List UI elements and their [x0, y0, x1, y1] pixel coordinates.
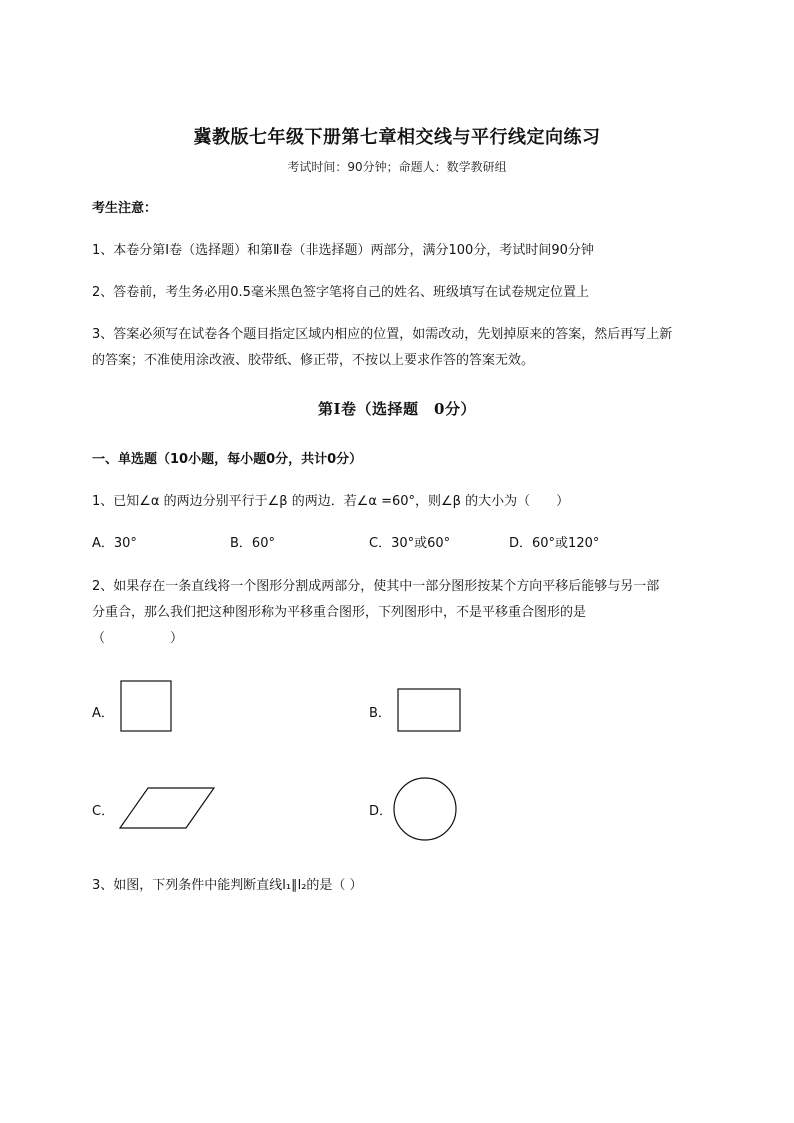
- question-1-option-d: D．60°或120°: [509, 536, 600, 551]
- notice-item-1: 1、本卷分第I卷（选择题）和第Ⅱ卷（非选择题）两部分，满分100分，考试时间90分钟: [92, 243, 594, 258]
- notice-item-3-line-2: 的答案；不准使用涂改液、胶带纸、修正带，不按以上要求作答的答案无效。: [92, 353, 535, 368]
- question-1-stem: 1、已知∠α 的两边分别平行于∠β 的两边．若∠α =60°，则∠β 的大小为（ ）: [92, 494, 570, 509]
- document-title: 冀教版七年级下册第七章相交线与平行线定向练习: [193, 127, 601, 148]
- figure-a-label: A．: [92, 706, 114, 721]
- question-2-stem-line-3: （ ）: [92, 631, 184, 646]
- square-figure: [120, 680, 174, 734]
- figure-c-label: C．: [92, 804, 115, 819]
- notice-item-3-line-1: 3、答案必须写在试卷各个题目指定区域内相应的位置，如需改动，先划掉原来的答案，然后再写上新: [92, 327, 673, 342]
- question-1-option-b: B．60°: [230, 536, 275, 551]
- question-3-stem: 3、如图，下列条件中能判断直线l₁∥l₂的是（ ）: [92, 878, 363, 893]
- question-1-option-a: A．30°: [92, 536, 137, 551]
- exam-subtitle: 考试时间：90分钟；命题人：数学教研组: [287, 160, 507, 174]
- notice-heading: 考生注意：: [92, 201, 158, 216]
- section-heading-single-choice: 一、单选题（10小题，每小题0分，共计0分）: [92, 452, 363, 467]
- question-2-stem-line-2: 分重合，那么我们把这种图形称为平移重合图形，下列图形中，不是平移重合图形的是: [92, 605, 587, 620]
- notice-item-2: 2、答卷前，考生务必用0.5毫米黑色签字笔将自己的姓名、班级填写在试卷规定位置上: [92, 285, 589, 300]
- parallelogram-figure: [118, 786, 216, 830]
- part-1-title: 第I卷（选择题 0分）: [318, 400, 476, 418]
- rectangle-figure: [397, 688, 463, 734]
- figure-b-label: B．: [369, 706, 391, 721]
- question-2-stem-line-1: 2、如果存在一条直线将一个图形分割成两部分，使其中一部分图形按某个方向平移后能够与另一部: [92, 579, 660, 594]
- circle-figure: [392, 776, 458, 842]
- question-1-option-c: C．30°或60°: [369, 536, 451, 551]
- figure-d-label: D．: [369, 804, 393, 819]
